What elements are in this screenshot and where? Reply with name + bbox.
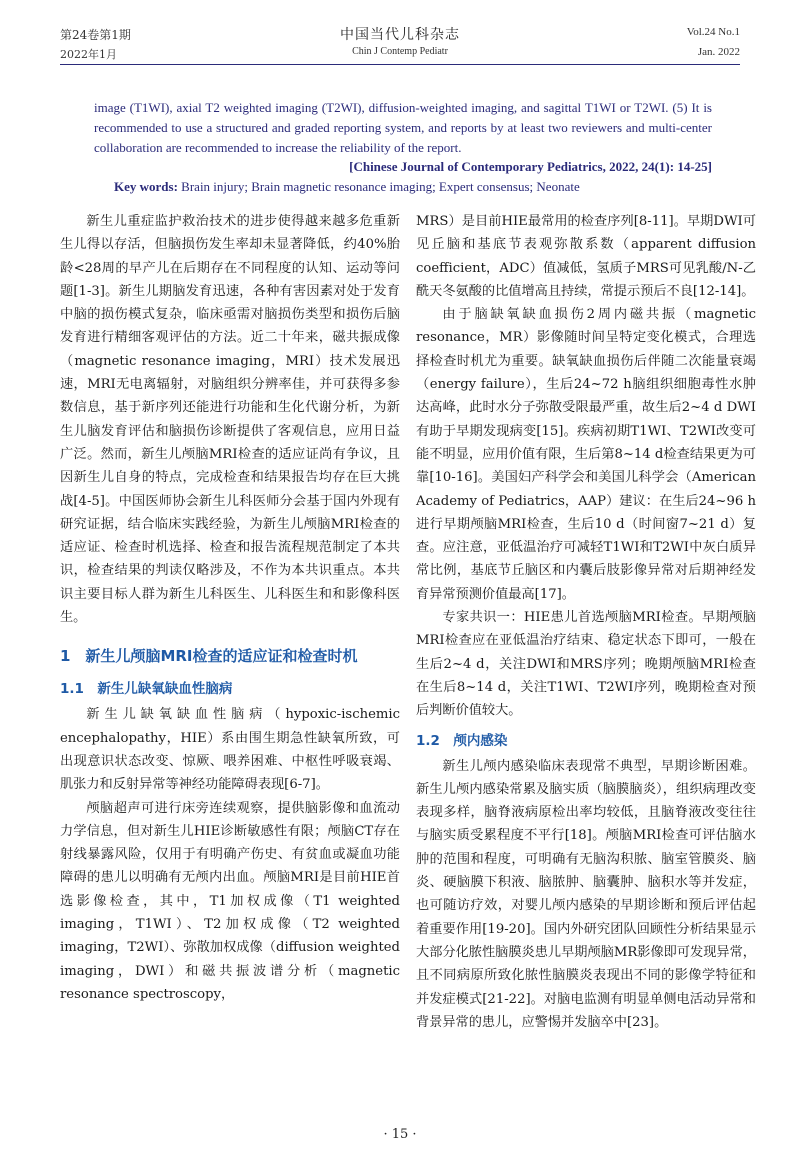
citation: [Chinese Journal of Contemporary Pediatrics, 2022, 24(1): 14-25] <box>349 159 712 174</box>
left-column <box>60 210 400 1006</box>
hie-timing-paragraph: 由于脑缺氧缺血损伤2周内磁共振（magnetic resonance，MR）影像随时间呈特定变化模式，合理选择检查时机尤为重要。缺氧缺血损伤后伴随二次能量衰竭（energy failure），生后24~72 h脑组织细胞毒性水肿达高峰，此时水分子弥散受限最严重，故生后2~4 d DWI有助于早期发现病变[15]。疾病初期T1WI、T2WI改变可能不明显，应用价值有限，生后第8~14 d检查结果更为可靠[10-16]。美国妇产科学会和美国儿科学会（American Academy of Pediatrics，AAP）建议：在生后24~96 h进行早期颅脑MRI检查，生后10 d（时间窗7~21 d）复查。应注意，亚低温治疗可减轻T1WI和T2WI中灰白质异常比例，基底节丘脑区和内囊后肢影像异常对后期神经发育异常预测价值最高[17]。 <box>416 307 756 602</box>
page-number: · 15 · <box>383 1127 417 1142</box>
abstract-tail: image (T1WI), axial T2 weighted imaging (T2WI), diffusion-weighted imaging, and sagittal T1WI or T2WI. (5) It is recommended to use a structured and graded reporting system, and reports by at least two reviewers and multi-center collaboration are recommended to increase the reliability of the report. <box>94 100 712 155</box>
subsection-heading-1-1: 1.1 新生儿缺氧缺血性脑病 <box>60 681 233 698</box>
keywords-text: Brain injury; Brain magnetic resonance imaging; Expert consensus; Neonate <box>181 179 580 194</box>
subsection-heading-1-2: 1.2 颅内感染 <box>416 732 508 749</box>
keywords-label: Key words: <box>114 179 178 194</box>
intro-paragraph: 新生儿重症监护救治技术的进步使得越来越多危重新生儿得以存活，但脑损伤发生率却未显著降低，约40%胎龄<28周的早产儿在后期存在不同程度的认知、运动等问题[1-3]。新生儿期脑发育迅速，各种有害因素对处于发育中脑的损伤模式复杂，临床亟需对脑损伤类型和损伤后脑发育进行精细客观评估的方法。近二十年来，磁共振成像（magnetic resonance imaging，MRI）技术发展迅速，MRI无电离辐射，对脑组织分辨率佳，并可获得多参数信息，基于新序列还能进行功能和生化代谢分析，为新生儿脑发育评估和脑损伤诊断提供了客观信息，应用日益广泛。然而，新生儿颅脑MRI检查的适应证尚有争议，且因新生儿自身的特点，完成检查和结果报告均存在巨大挑战[4-5]。中国医师协会新生儿科医师分会基于国内外现有研究证据，结合临床实践经验，为新生儿颅脑MRI检查的适应证、检查时机选择、检查和报告流程规范制定了本共识，检查结果的判读仅略涉及，不作为本共识重点。本共识主要目标人群为新生儿科医生、儿科医生和和影像科医生。 <box>60 214 400 626</box>
hie-paragraph-1: 新生儿缺氧缺血性脑病（hypoxic-ischemic encephalopathy，HIE）系由围生期急性缺氧所致，可出现意识状态改变、惊厥、喂养困难、中枢性呼吸衰竭、肌张力和反射异常等神经功能障碍表现[6-7]。 <box>60 707 400 793</box>
header-date-en: Jan. 2022 <box>697 46 740 58</box>
header-journal-cn: 中国当代儿科杂志 <box>340 27 460 43</box>
header-volume-cn: 第24卷第1期 <box>60 28 131 42</box>
header-volume-en: Vol.24 No.1 <box>686 26 740 38</box>
right-column <box>416 210 756 1034</box>
consensus-1-paragraph: 专家共识一：HIE患儿首选颅脑MRI检查。早期颅脑MRI检查应在亚低温治疗结束、稳定状态下即可，一般在生后2~4 d，关注DWI和MRS序列；晚期颅脑MRI检查在生后8~14 d，关注T1WI、T2WI序列，晚期检查对预后判断价值较大。 <box>416 610 756 719</box>
hie-paragraph-2: 颅脑超声可进行床旁连续观察，提供脑影像和血流动力学信息，但对新生儿HIE诊断敏感性有限；颅脑CT存在射线暴露风险，仅用于有明确产伤史、有贫血或凝血功能障碍的患儿以明确有无颅内出血。颅脑MRI是目前HIE首选影像检查，其中，T1加权成像（T1 weighted imaging，T1WI）、T2加权成像（T2 weighted imaging，T2WI）、弥散加权成像（diffusion weighted imaging，DWI）和磁共振波谱分析（magnetic resonance spectroscopy， <box>60 800 400 1002</box>
header-journal-en: Chin J Contemp Pediatr <box>352 46 448 57</box>
running-header <box>60 24 740 65</box>
section-heading-1: 1 新生儿颅脑MRI检查的适应证和检查时机 <box>60 647 358 666</box>
header-date-cn: 2022年1月 <box>60 48 117 61</box>
hie-paragraph-3: MRS）是目前HIE最常用的检查序列[8-11]。早期DWI可见丘脑和基底节表观弥散系数（apparent diffusion coefficient，ADC）值减低，氢质子MRS可见乳酸/N-乙酰天冬氨酸的比值增高且持续，常提示预后不良[12-14]。 <box>416 214 756 299</box>
keywords <box>114 179 580 195</box>
infection-paragraph: 新生儿颅内感染临床表现常不典型，早期诊断困难。新生儿颅内感染常累及脑实质（脑膜脑炎），组织病理改变表现多样，脑脊液病原检出率均较低，且脑脊液改变往往与脑实质受累程度不平行[18]。颅脑MRI检查可评估脑水肿的范围和程度，可明确有无脑沟积脓、脑室管膜炎、脑炎、硬脑膜下积液、脑脓肿、脑囊肿、脑积水等并发症，也可随访疗效，对婴儿颅内感染的早期诊断和预后评估起着重要作用[19-20]。国内外研究团队回顾性分析结果显示大部分化脓性脑膜炎患儿早期颅脑MR影像即可发现异常，且不同病原所致化脓性脑膜炎表现出不同的影像学特征和并发症模式[21-22]。对脑电监测有明显单侧电活动异常和背景异常的患儿，应警惕并发脑卒中[23]。 <box>416 758 756 1030</box>
